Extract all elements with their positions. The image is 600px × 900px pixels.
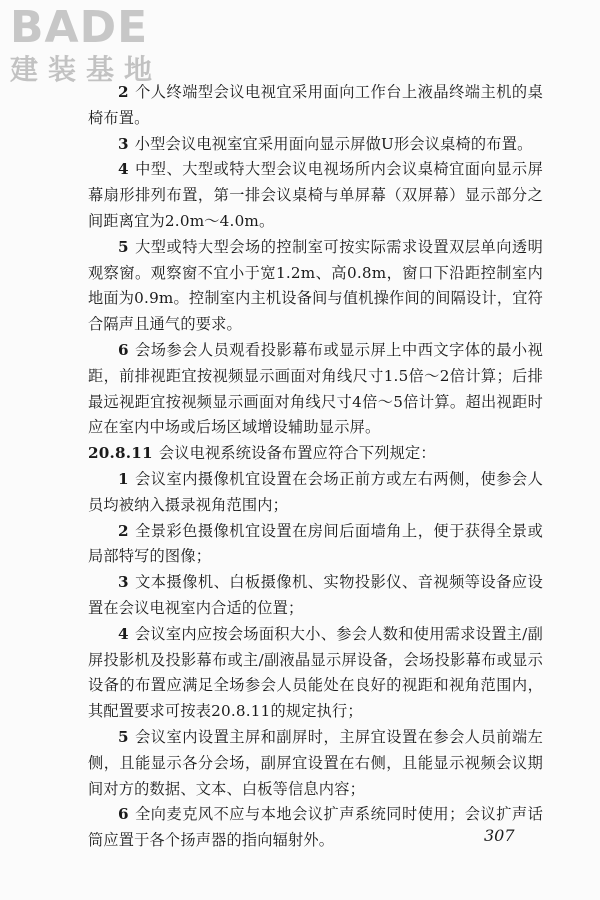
watermark-subtitle: 建装基地 <box>10 53 163 86</box>
paragraph-item: 5 会议室内设置主屏和副屏时，主屏宜设置在参会人员前端左侧，且能显示各分会场，副屏宜设置在右侧，且能显示视频会议期间对方的数据、文本、白板等信息内容； <box>88 727 543 798</box>
paragraph-item: 2 个人终端型会议电视宜采用面向工作台上液晶终端主机的桌椅布置。 <box>88 83 543 127</box>
document-body <box>88 80 543 854</box>
paragraph-item: 6 全向麦克风不应与本地会议扩声系统同时使用；会议扩声话筒应置于各个扬声器的指向辐射外。 <box>88 805 543 850</box>
paragraph-item: 3 小型会议电视室宜采用面向显示屏做U形会议桌椅的布置。 <box>118 134 533 153</box>
paragraph-item: 3 文本摄像机、白板摄像机、实物投影仪、音视频等设备应设置在会议电视室内合适的位置； <box>88 573 543 617</box>
paragraph-item: 6 会场参会人员观看投影幕布或显示屏上中西文字体的最小视距，前排视距宜按视频显示画面对角线尺寸1.5倍～2倍计算；后排最远视距宜按视频显示画面对角线尺寸4倍～5倍计算。超出视距时应在室内中场或后场区域增设辅助显示屏。 <box>88 340 543 437</box>
paragraph-item: 4 中型、大型或特大型会议电视场所内会议桌椅宜面向显示屏幕扇形排列布置，第一排会议桌椅与单屏幕（双屏幕）显示部分之间距离宜为2.0m～4.0m。 <box>88 160 543 230</box>
paragraph-item: 2 全景彩色摄像机宜设置在房间后面墙角上，便于获得全景或局部特写的图像； <box>88 521 543 566</box>
watermark-logo <box>8 4 178 90</box>
paragraph-item: 4 会议室内应按会场面积大小、参会人数和使用需求设置主/副屏投影机及投影幕布或主/副液晶显示屏设备，会场投影幕布或显示设备的布置应满足全场参会人员能处在良好的视距和视角范围内，其配置要求可按表20.8.11的规定执行； <box>88 624 543 721</box>
paragraph-item: 1 会议室内摄像机宜设置在会场正前方或左右两侧，使参会人员均被纳入摄录视角范围内； <box>88 469 543 514</box>
section-heading: 20.8.11 会议电视系统设备布置应符合下列规定： <box>88 444 436 463</box>
paragraph-item: 5 大型或特大型会场的控制室可按实际需求设置双层单向透明观察窗。观察窗不宜小于宽1.2m、高0.8m，窗口下沿距控制室内地面为0.9m。控制室内主机设备间与值机操作间的间隔设计，宜符合隔声且通气的要求。 <box>88 237 543 334</box>
watermark-brand: BADE <box>10 2 149 53</box>
page-number: 307 <box>484 826 515 845</box>
